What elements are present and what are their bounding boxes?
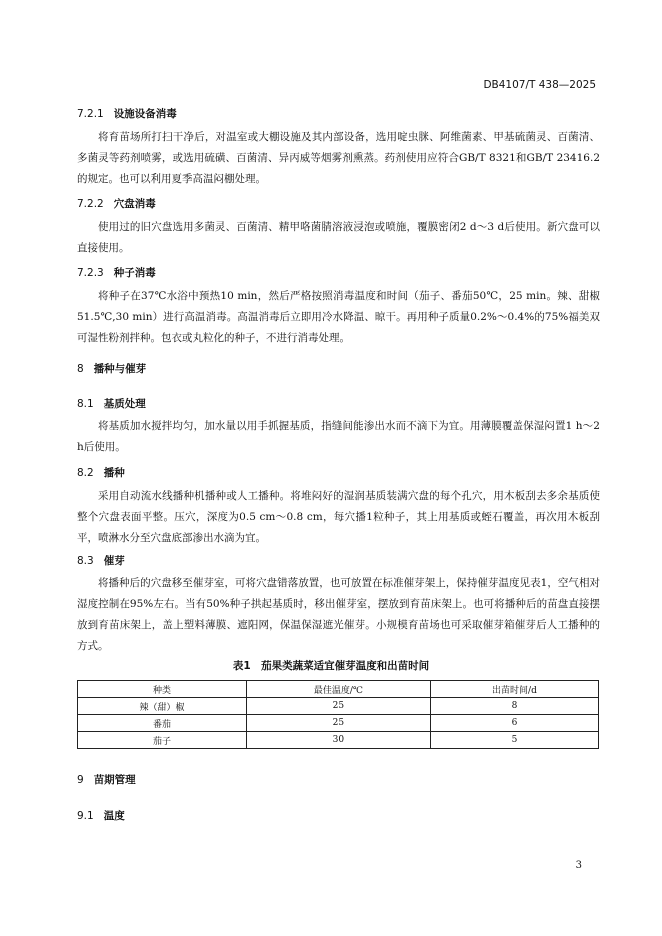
table-header-row xyxy=(78,681,599,698)
table-cell: 番茄 xyxy=(78,715,247,732)
section-text: 将育苗场所打扫干净后，对温室或大棚设施及其内部设备，选用啶虫脒、阿维菌素、甲基硫菌灵、百菌清、多菌灵等药剂喷雾，或选用硫磺、百菌清、异丙威等烟雾剂熏蒸。药剂使用应符合GB/T 8321和GB/T 23416.2的规定。也可以利用夏季高温闷棚处理。 xyxy=(77,131,600,185)
table-cell: 30 xyxy=(246,732,430,749)
table-cell: 8 xyxy=(430,698,598,715)
table-cell: 25 xyxy=(246,715,430,732)
table-caption: 表1 茄果类蔬菜适宜催芽温度和出苗时间 xyxy=(232,660,430,672)
section-heading: 7.2.3 种子消毒 xyxy=(77,267,156,279)
table-cell: 6 xyxy=(430,715,598,732)
section-text: 将种子在37℃水浴中预热10 min，然后严格按照消毒温度和时间（茄子、番茄50℃，25 min。辣、甜椒51.5℃,30 min）进行高温消毒。高温消毒后立即用冷水降温、晾干。再用种子质量0.2%～0.4%的75%福美双可湿性粉剂拌种。包衣或丸粒化的种子，不进行消毒处理。 xyxy=(77,290,600,344)
section-heading: 7.2.1 设施设备消毒 xyxy=(77,108,177,120)
section-text: 采用自动流水线播种机播种或人工播种。将堆闷好的湿润基质装满穴盘的每个孔穴，用木板刮去多余基质使整个穴盘表面平整。压穴，深度为0.5 cm～0.8 cm，每穴播1粒种子，其上用基质或蛭石覆盖，再次用木板刮平，喷淋水分至穴盘底部渗出水滴为宜。 xyxy=(77,490,600,544)
section-heading: 8.3 催芽 xyxy=(77,555,125,567)
column-header: 最佳温度/℃ xyxy=(246,681,430,698)
table-row xyxy=(78,715,599,732)
table-cell: 25 xyxy=(246,698,430,715)
section-heading: 9.1 温度 xyxy=(77,810,125,822)
column-header: 出苗时间/d xyxy=(430,681,598,698)
section-text: 使用过的旧穴盘选用多菌灵、百菌清、精甲咯菌腈溶液浸泡或喷施，覆膜密闭2 d～3 d后使用。新穴盘可以直接使用。 xyxy=(77,221,600,254)
page-number: 3 xyxy=(575,860,582,871)
table-cell: 辣（甜）椒 xyxy=(78,698,247,715)
section-heading: 9 苗期管理 xyxy=(77,774,136,786)
section-text: 将播种后的穴盘移至催芽室，可将穴盘错落放置，也可放置在标准催芽架上，保持催芽温度见表1，空气相对湿度控制在95%左右。当有50%种子拱起基质时，移出催芽室，摆放到育苗床架上。也可将播种后的苗盘直接摆放到育苗床架上，盖上塑料薄膜、遮阳网，保温保湿遮光催芽。小规模育苗场也可采取催芽箱催芽后人工播种的方式。 xyxy=(77,577,600,652)
table-row xyxy=(78,732,599,749)
section-text: 将基质加水搅拌均匀，加水量以用手抓握基质，指缝间能渗出水而不滴下为宜。用薄膜覆盖保湿闷置1 h～2 h后使用。 xyxy=(77,420,600,453)
section-heading: 8.1 基质处理 xyxy=(77,398,146,410)
section-heading: 8 播种与催芽 xyxy=(77,363,147,375)
column-header: 种类 xyxy=(78,681,247,698)
section-heading: 7.2.2 穴盘消毒 xyxy=(77,198,156,210)
table-cell: 茄子 xyxy=(78,732,247,749)
germination-table xyxy=(77,680,599,749)
table-row xyxy=(78,698,599,715)
section-heading: 8.2 播种 xyxy=(77,467,125,479)
table-cell: 5 xyxy=(430,732,598,749)
document-id: DB4107/T 438—2025 xyxy=(483,79,596,91)
